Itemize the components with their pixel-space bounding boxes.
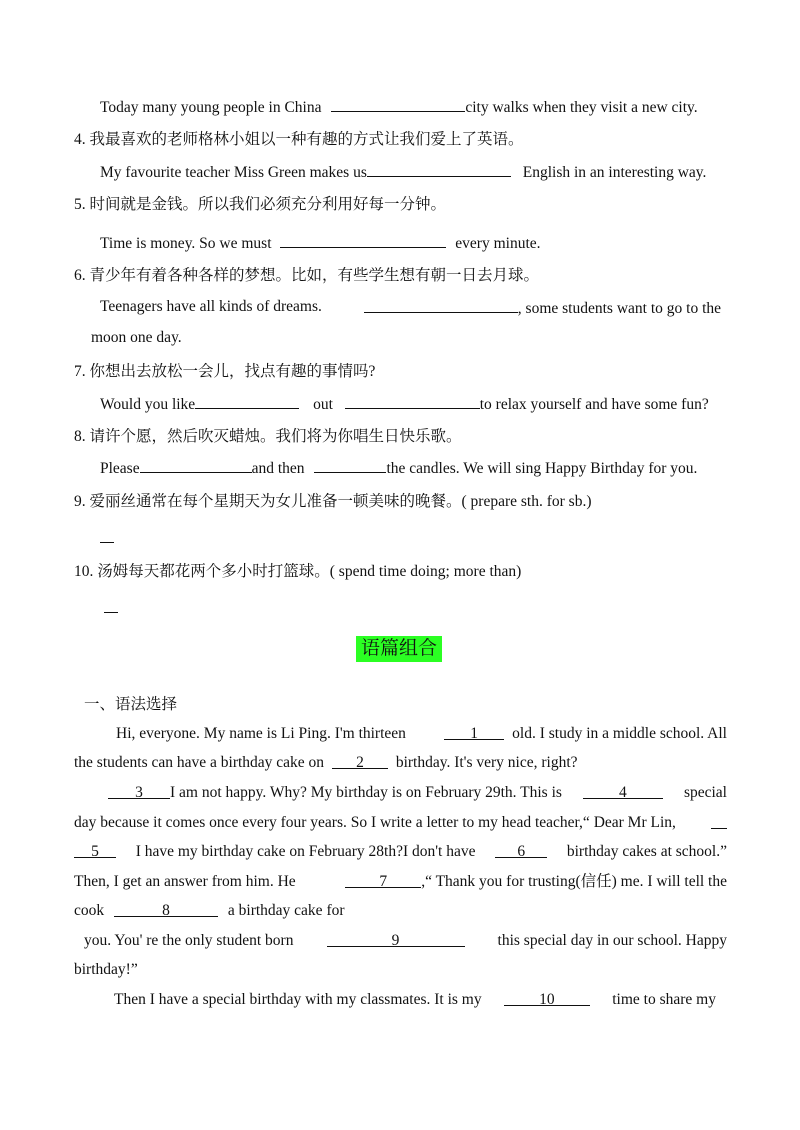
passage-text: Hi, everyone. My name is Li Ping. I'm thirteen [116,725,406,742]
q5-chinese-line [74,195,446,215]
q5-text-b: every minute. [455,235,541,252]
blank-5[interactable]: 5 [74,842,116,858]
answer-blank[interactable] [331,96,465,112]
q8-chinese: 请许个愿，然后吹灭蜡烛。我们将为你唱生日快乐歌。 [89,428,462,445]
passage-text: this special day in our school. Happy [497,932,727,949]
passage-text: Then I have a special birthday with my classmates. It is my [114,991,482,1008]
q6-text-a: Teenagers have all kinds of dreams. [100,298,322,315]
passage-line-3 [108,783,727,803]
passage-line-10 [114,990,716,1010]
q10-chinese-line [74,562,521,582]
q8-text-b: and then [251,460,305,477]
passage-line-8 [84,931,727,951]
section-title: 语篇组合 [356,636,442,662]
blank-8[interactable]: 8 [114,901,218,917]
question-number: 4. [74,131,86,148]
blank-10[interactable]: 10 [504,990,590,1006]
answer-blank[interactable] [314,457,386,473]
passage-line-1 [116,724,727,744]
passage-text: day because it comes once every four years. So I write a letter to my head teacher,“ Dear Mr Lin, [74,814,676,831]
blank-2[interactable]: 2 [332,753,388,769]
blank-4[interactable]: 4 [583,783,663,799]
passage-line-4 [74,813,727,833]
passage-text: birthday cakes at school.” [566,843,727,860]
q6-chinese: 青少年有着各种各样的梦想。比如，有些学生想有朝一日去月球。 [89,267,540,284]
passage-line-6 [74,872,727,892]
q6-chinese-line [74,266,539,286]
part-title: 一、语法选择 [84,696,178,713]
q9-chinese: 爱丽丝通常在每个星期天为女儿准备一顿美味的晚餐。( prepare sth. for sb.) [89,493,592,510]
q4-chinese: 我最喜欢的老师格林小姐以一种有趣的方式让我们爱上了英语。 [89,131,524,148]
answer-blank[interactable] [140,457,252,473]
q8-english-line [100,457,697,479]
q3-text-b: city walks when they visit a new city. [465,99,698,116]
q8-text-a: Please [100,460,140,477]
blank-6[interactable]: 6 [495,842,547,858]
blank-5-start[interactable] [711,813,727,829]
answer-blank[interactable] [280,232,446,248]
passage-text: the students can have a birthday cake on [74,754,325,771]
q10-answer-line[interactable] [104,597,118,619]
passage-line-2 [74,753,578,773]
q4-text-a: My favourite teacher Miss Green makes us [100,164,367,181]
passage-text: time to share my [612,991,716,1008]
answer-blank[interactable] [104,597,118,613]
q7-text-a: Would you like [100,396,196,413]
q8-text-c: the candles. We will sing Happy Birthday for you. [386,460,698,477]
answer-blank[interactable] [345,393,480,409]
q7-chinese-line [74,362,375,382]
passage-line-5 [74,842,727,862]
passage-text: Then, I get an answer from him. He [74,873,296,890]
passage-text: old. I study in a middle school. All [512,725,727,742]
q4-english-line [100,161,706,183]
q3-english-line [100,96,698,118]
answer-blank[interactable] [364,297,518,313]
blank-7[interactable]: 7 [345,872,421,888]
q6-english-line [100,297,721,319]
passage-text: a birthday cake for [227,902,345,919]
q3-text-a: Today many young people in China [100,99,322,116]
question-number: 8. [74,428,86,445]
passage-text: I am not happy. Why? My birthday is on February 29th. This is [170,784,562,801]
q6-text-b: , some students want to go to the [517,300,721,317]
q10-chinese: 汤姆每天都花两个多小时打篮球。( spend time doing; more than) [97,563,522,580]
q6-english-cont: moon one day. [91,329,182,346]
passage-text: birthday. It's very nice, right? [395,754,578,771]
passage-text: special [683,784,727,801]
question-number: 5. [74,196,86,213]
passage-line-7 [74,901,345,921]
passage-line-9: birthday!” [74,961,138,978]
q5-english-line [100,232,541,254]
q7-text-c: to relax yourself and have some fun? [479,396,709,413]
q4-text-b: English in an interesting way. [522,164,707,181]
passage-text: cook [74,902,105,919]
q7-chinese: 你想出去放松一会儿，找点有趣的事情吗? [89,363,376,380]
q5-chinese: 时间就是金钱。所以我们必须充分利用好每一分钟。 [89,196,447,213]
answer-blank[interactable] [367,161,511,177]
passage-text: ,“ Thank you for trusting(信任) me. I will tell the [421,873,727,890]
blank-1[interactable]: 1 [444,724,504,740]
passage-text: you. You' re the only student born [84,932,294,949]
answer-blank[interactable] [195,393,299,409]
q5-text-a: Time is money. So we must [100,235,272,252]
q4-chinese-line [74,130,524,150]
question-number: 6. [74,267,86,284]
q9-answer-line[interactable] [100,527,114,549]
answer-blank[interactable] [100,527,114,543]
question-number: 7. [74,363,86,380]
passage-text: I have my birthday cake on February 28th?I don't have [135,843,476,860]
q9-chinese-line [74,492,591,512]
q7-text-b: out [313,396,333,413]
question-number: 9. [74,493,86,510]
question-number: 10. [74,563,94,580]
blank-3[interactable]: 3 [108,783,170,799]
blank-9[interactable]: 9 [327,931,465,947]
q8-chinese-line [74,427,462,447]
q7-english-line [100,393,709,415]
